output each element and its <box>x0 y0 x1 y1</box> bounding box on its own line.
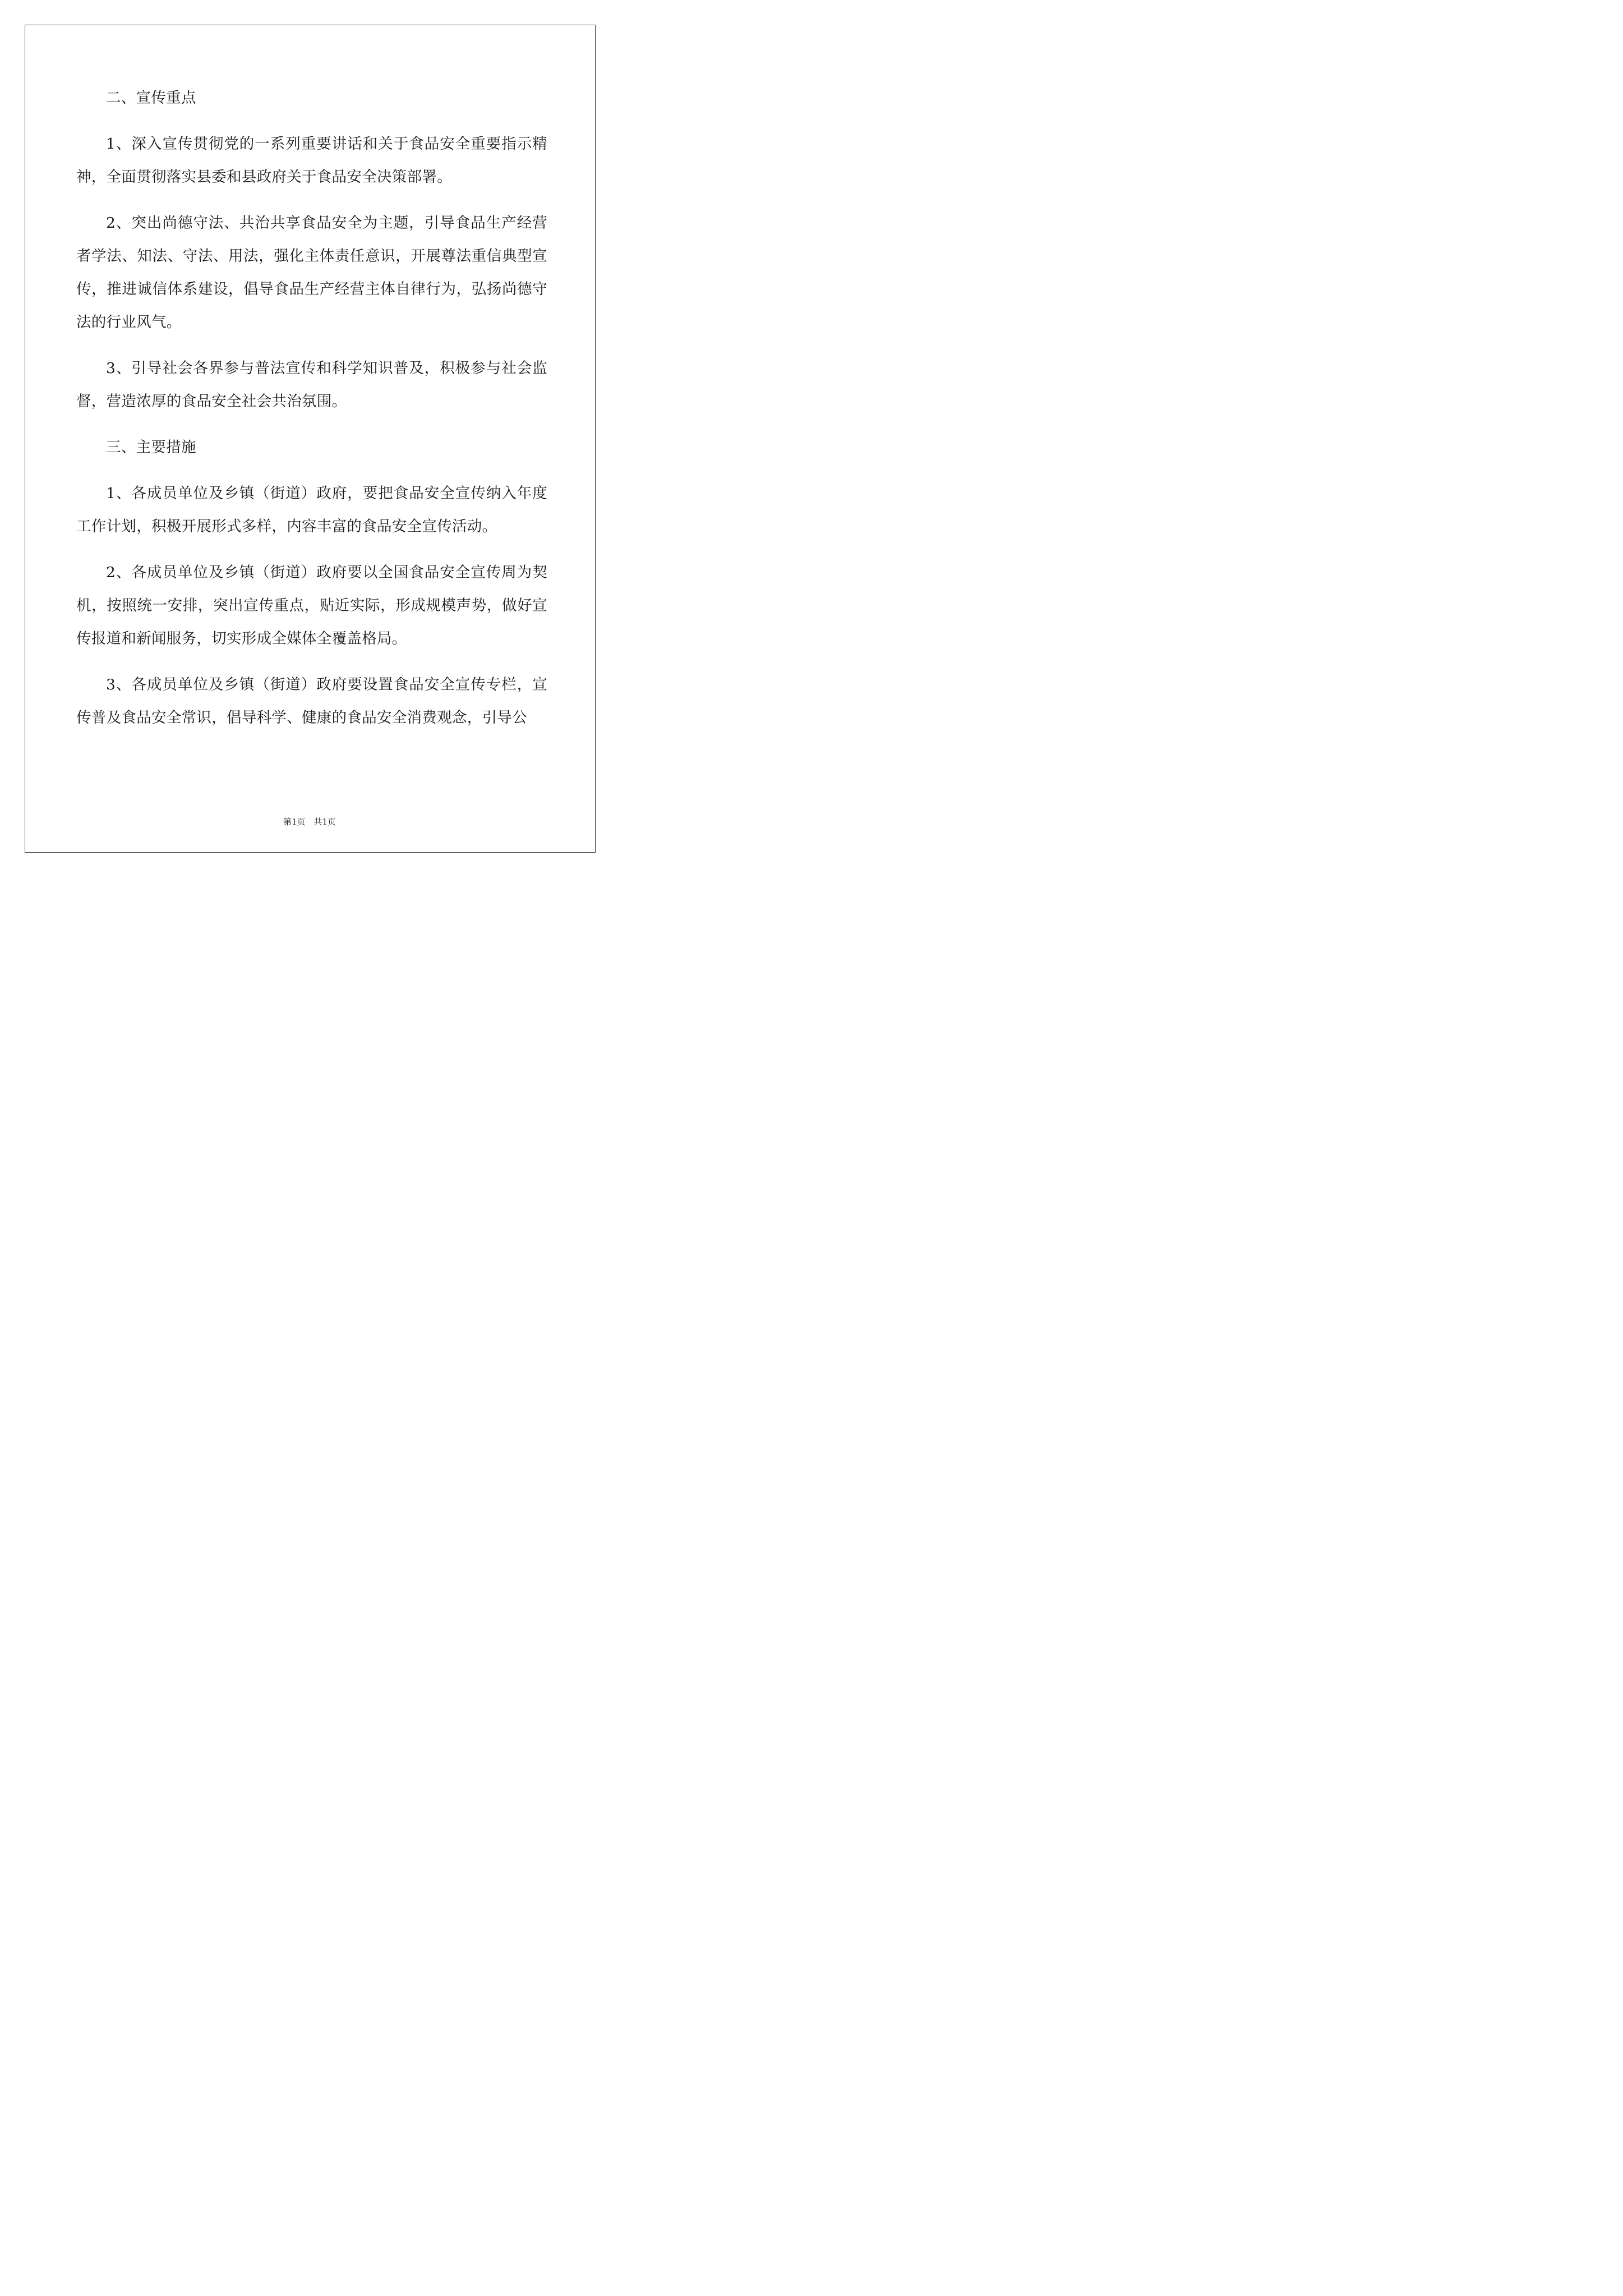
paragraph: 2、突出尚德守法、共治共享食品安全为主题，引导食品生产经营者学法、知法、守法、用法，强化主体责任意识，开展尊法重信典型宣传，推进诚信体系建设，倡导食品生产经营主体自律行为，弘扬尚德守法的行业风气。 <box>76 214 547 331</box>
paragraph: 3、引导社会各界参与普法宣传和科学知识普及，积极参与社会监督，营造浓厚的食品安全社会共治氛围。 <box>76 360 547 410</box>
paragraph: 1、深入宣传贯彻党的一系列重要讲话和关于食品安全重要指示精神，全面贯彻落实县委和县政府关于食品安全决策部署。 <box>76 135 547 186</box>
document-body <box>76 81 547 734</box>
paragraph: 2、各成员单位及乡镇（街道）政府要以全国食品安全宣传周为契机，按照统一安排，突出宣传重点，贴近实际，形成规模声势，做好宣传报道和新闻服务，切实形成全媒体全覆盖格局。 <box>76 564 547 647</box>
paragraph: 1、各成员单位及乡镇（街道）政府，要把食品安全宣传纳入年度工作计划，积极开展形式多样，内容丰富的食品安全宣传活动。 <box>76 485 547 535</box>
paragraph: 3、各成员单位及乡镇（街道）政府要设置食品安全宣传专栏，宣传普及食品安全常识，倡导科学、健康的食品安全消费观念，引导公 <box>76 676 547 726</box>
page-number-footer: 第1页 共1页 <box>283 817 336 827</box>
section-heading: 三、主要措施 <box>106 439 196 456</box>
section-heading: 二、宣传重点 <box>106 89 196 107</box>
